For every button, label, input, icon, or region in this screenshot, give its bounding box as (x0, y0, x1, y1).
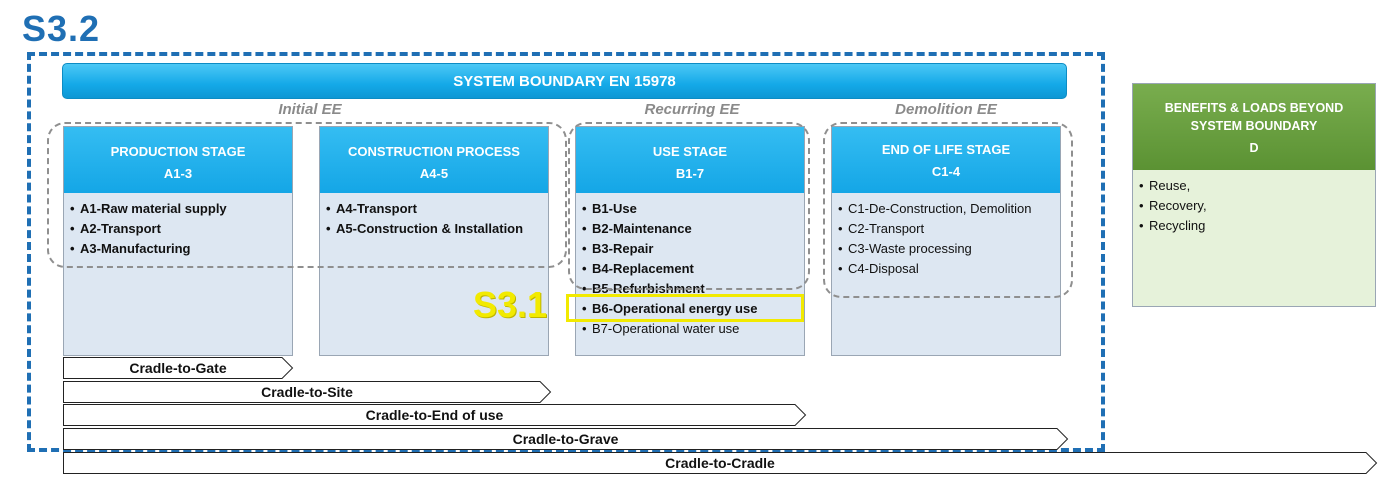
stage-code: A1-3 (163, 166, 193, 181)
cradle-to-gate-arrow (63, 357, 293, 379)
scope-label: Cradle-to-Cradle (665, 455, 775, 471)
list-item: • B2-Maintenance (582, 221, 692, 236)
stage-code: A4-5 (419, 166, 449, 181)
list-item: • B4-Replacement (582, 261, 694, 276)
list-item: • C2-Transport (838, 221, 925, 236)
demolition-ee-group-outline (823, 122, 1073, 298)
list-item: • Recycling (1139, 218, 1206, 233)
list-item: • C4-Disposal (838, 261, 919, 276)
cradle-to-end-of-use-arrow (63, 404, 806, 426)
benefits-loads-box (1132, 83, 1376, 307)
benefits-header (1133, 84, 1375, 170)
list-item: • B1-Use (582, 201, 637, 216)
scope-label: Cradle-to-Gate (129, 360, 227, 376)
list-item: • A2-Transport (70, 221, 161, 236)
demolition-ee-label: Demolition EE (895, 101, 997, 118)
benefits-title-line1: BENEFITS & LOADS BEYOND (1164, 101, 1344, 115)
initial-ee-label: Initial EE (278, 101, 342, 118)
scope-label: Cradle-to-Site (261, 384, 353, 400)
list-item: • B7-Operational water use (582, 321, 740, 336)
scope-label: Cradle-to-End of use (365, 407, 504, 423)
system-boundary-bar: SYSTEM BOUNDARY EN 15978 (62, 63, 1067, 99)
cradle-to-grave-arrow (63, 428, 1068, 450)
benefits-code: D (1249, 141, 1259, 155)
stage-title: END OF LIFE STAGE (881, 142, 1011, 157)
list-item: • B5-Refurbishment (582, 281, 705, 296)
b6-highlight-box (566, 294, 804, 322)
list-item: • Reuse, (1139, 178, 1191, 193)
list-item: • A3-Manufacturing (70, 241, 191, 256)
list-item: • A1-Raw material supply (70, 201, 227, 216)
recurring-ee-group-outline (568, 122, 810, 290)
list-item: • C1-De-Construction, Demolition (838, 201, 1032, 216)
list-item: • B3-Repair (582, 241, 654, 256)
scope-label: Cradle-to-Grave (512, 431, 619, 447)
cradle-to-site-arrow (63, 381, 551, 403)
benefits-title-line2: SYSTEM BOUNDARY (1190, 119, 1318, 133)
stage-title: PRODUCTION STAGE (110, 144, 246, 159)
list-item: • A5-Construction & Installation (326, 221, 524, 236)
list-item: • A4-Transport (326, 201, 417, 216)
list-item: • B6-Operational energy use (582, 301, 758, 316)
stage-code: B1-7 (675, 166, 705, 181)
stage-code: C1-4 (931, 164, 961, 179)
cradle-to-cradle-arrow (63, 452, 1377, 474)
recurring-ee-label: Recurring EE (644, 101, 740, 118)
s3-2-label: S3.2 (22, 8, 101, 49)
stage-title: USE STAGE (652, 144, 728, 159)
s3-1-label: S3.1 (473, 284, 548, 325)
list-item: • C3-Waste processing (838, 241, 972, 256)
list-item: • Recovery, (1139, 198, 1207, 213)
initial-ee-group-outline (47, 122, 567, 268)
stage-title: CONSTRUCTION PROCESS (348, 144, 520, 159)
